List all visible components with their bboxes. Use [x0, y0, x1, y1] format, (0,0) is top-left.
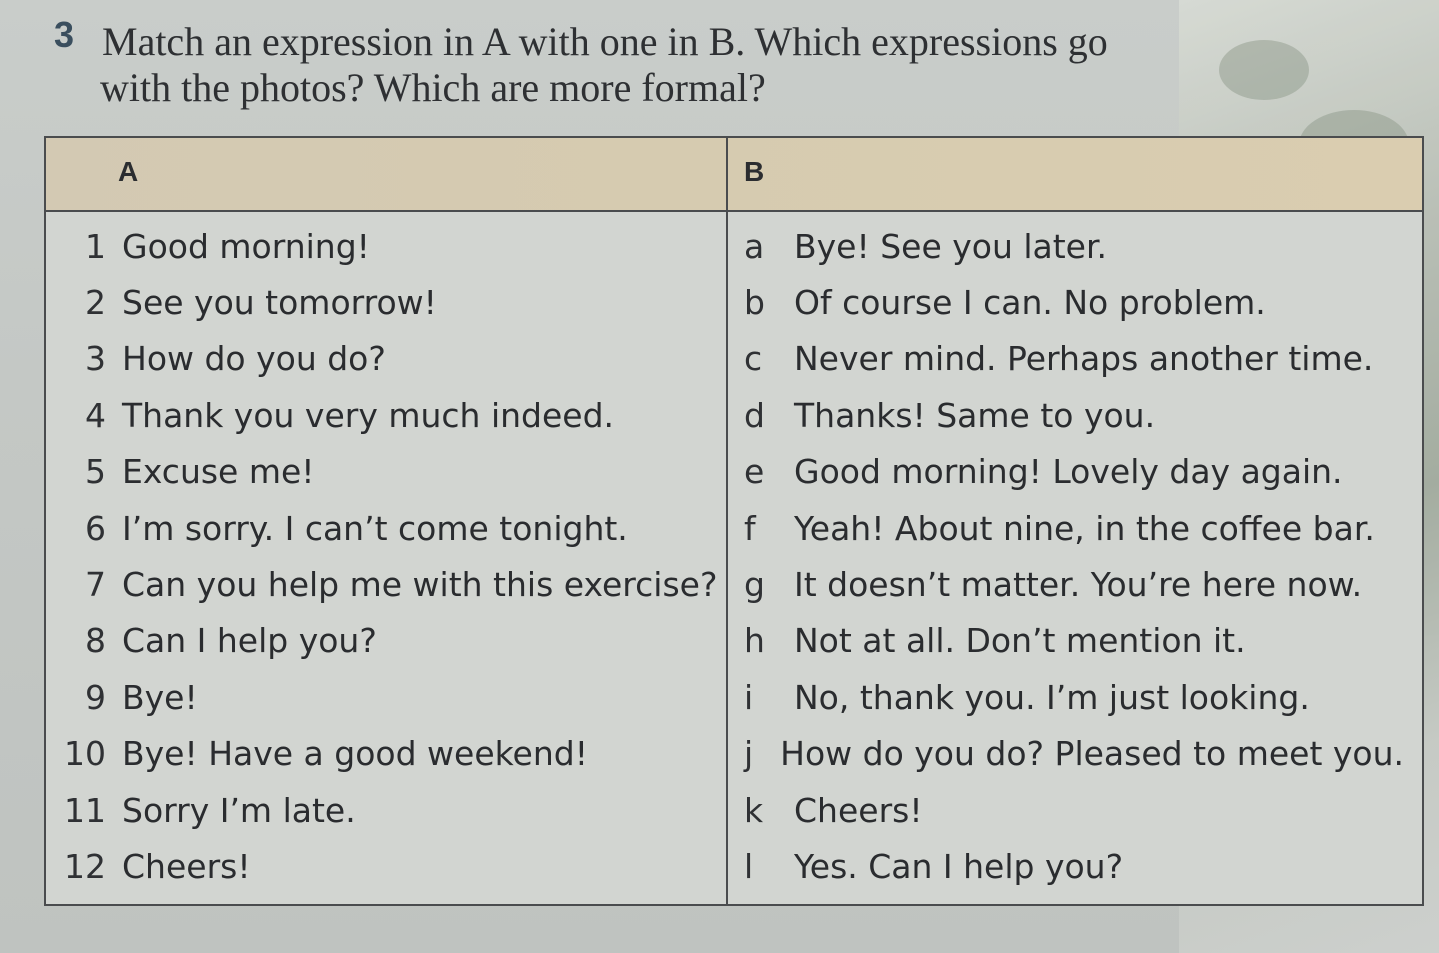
table-header-row [46, 138, 1422, 212]
item-text: Yeah! About nine, in the coffee bar. [794, 508, 1375, 548]
item-number: 5 [85, 452, 106, 492]
item-text: See you tomorrow! [122, 283, 437, 323]
expression-b-f [744, 500, 1404, 556]
item-text: Can you help me with this exercise? [122, 565, 718, 605]
item-number: 8 [85, 621, 106, 661]
column-a [58, 218, 718, 895]
item-number: 11 [64, 790, 106, 830]
expression-b-c [744, 331, 1404, 387]
item-number: 4 [85, 395, 106, 435]
expression-a-12 [58, 838, 718, 894]
column-b-header: B [744, 156, 765, 187]
item-text: Excuse me! [122, 452, 315, 492]
expression-a-9 [58, 669, 718, 725]
item-number: 9 [85, 677, 106, 717]
item-letter: e [744, 452, 765, 492]
item-text: Yes. Can I help you? [794, 846, 1124, 886]
item-number: 3 [85, 339, 106, 379]
item-number: 6 [85, 508, 106, 548]
item-text: Good morning! Lovely day again. [794, 452, 1343, 492]
expression-b-b [744, 274, 1404, 330]
item-text: Bye! [122, 677, 198, 717]
expression-b-k [744, 782, 1404, 838]
item-text: No, thank you. I’m just looking. [794, 677, 1310, 717]
expression-a-11 [58, 782, 718, 838]
expression-a-7 [58, 556, 718, 612]
item-letter: f [744, 508, 756, 548]
item-number: 2 [85, 283, 106, 323]
item-text: Bye! Have a good weekend! [122, 734, 588, 774]
item-text: Thank you very much indeed. [122, 395, 615, 435]
expression-a-3 [58, 331, 718, 387]
expression-b-i [744, 669, 1404, 725]
expression-a-2 [58, 274, 718, 330]
item-text: How do you do? [122, 339, 386, 379]
item-letter: i [744, 677, 754, 717]
item-letter: h [744, 621, 765, 661]
item-text: Good morning! [122, 226, 370, 266]
item-text: Cheers! [794, 790, 923, 830]
expression-b-d [744, 387, 1404, 443]
item-letter: a [744, 226, 765, 266]
expression-b-h [744, 613, 1404, 669]
column-divider [726, 138, 728, 904]
item-number: 7 [85, 565, 106, 605]
instruction-line-2: with the photos? Which are more formal? [100, 65, 766, 110]
expression-a-5 [58, 444, 718, 500]
item-text: How do you do? Pleased to meet you. [780, 734, 1404, 774]
expression-a-10 [58, 726, 718, 782]
item-text: It doesn’t matter. You’re here now. [794, 565, 1363, 605]
item-text: Never mind. Perhaps another time. [794, 339, 1374, 379]
item-text: Bye! See you later. [794, 226, 1108, 266]
item-letter: l [744, 846, 754, 886]
item-number: 10 [64, 734, 106, 774]
item-letter: g [744, 565, 765, 605]
expression-a-6 [58, 500, 718, 556]
expression-a-1 [58, 218, 718, 274]
expression-a-4 [58, 387, 718, 443]
instruction-line-1: Match an expression in A with one in B. Which expressions go [102, 19, 1108, 64]
item-text: Cheers! [122, 846, 251, 886]
item-letter: d [744, 395, 765, 435]
item-letter: j [744, 734, 754, 774]
item-number: 1 [85, 226, 106, 266]
item-letter: c [744, 339, 763, 379]
item-text: Of course I can. No problem. [794, 283, 1266, 323]
exercise-number: 3 [54, 14, 75, 55]
expression-b-g [744, 556, 1404, 612]
matching-table [44, 136, 1424, 906]
expression-b-a [744, 218, 1404, 274]
expression-a-8 [58, 613, 718, 669]
column-b [744, 218, 1404, 895]
item-letter: b [744, 283, 765, 323]
expression-b-l [744, 838, 1404, 894]
item-letter: k [744, 790, 764, 830]
item-text: Can I help you? [122, 621, 377, 661]
item-text: Sorry I’m late. [122, 790, 356, 830]
expression-b-e [744, 444, 1404, 500]
item-text: Not at all. Don’t mention it. [794, 621, 1246, 661]
column-a-header: A [118, 156, 139, 187]
expression-b-j [744, 726, 1404, 782]
item-number: 12 [64, 846, 106, 886]
item-text: Thanks! Same to you. [794, 395, 1156, 435]
item-text: I’m sorry. I can’t come tonight. [122, 508, 628, 548]
